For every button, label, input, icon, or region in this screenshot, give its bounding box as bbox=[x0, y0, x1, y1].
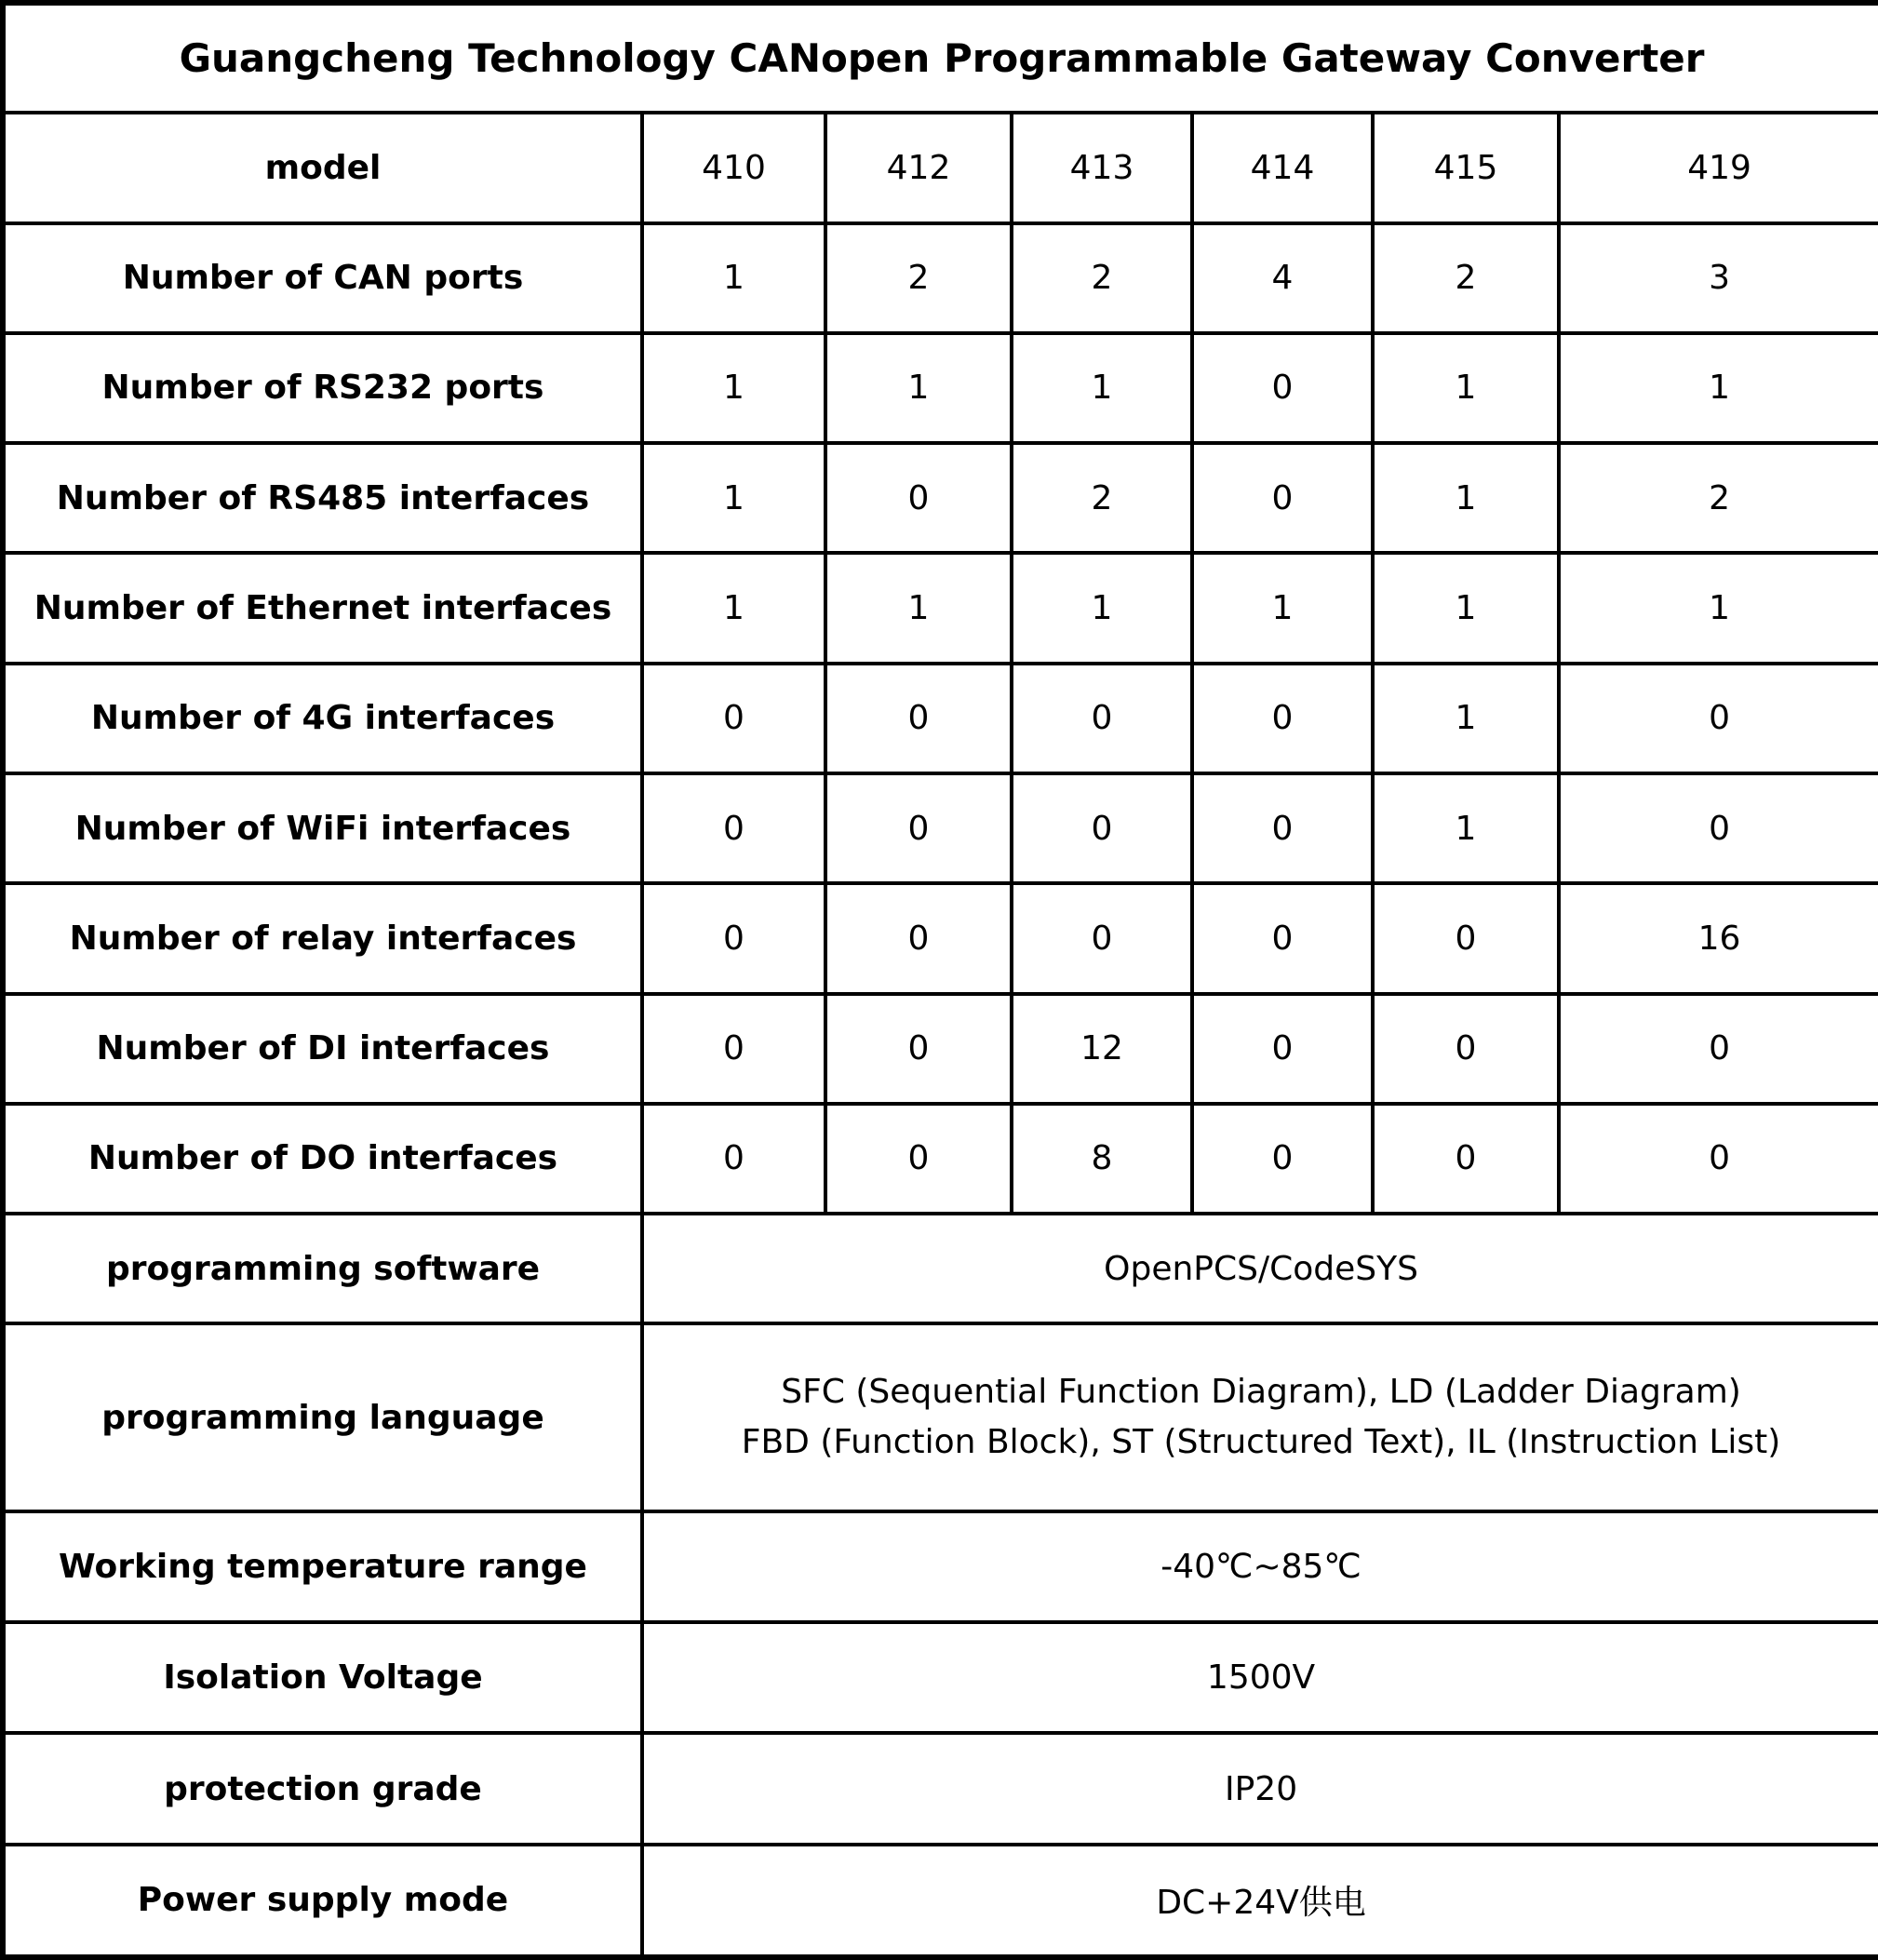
programming-language-value bbox=[642, 1323, 1878, 1510]
table-row-isolation-voltage bbox=[3, 1622, 1878, 1733]
spec-cell: 0 bbox=[825, 994, 1012, 1104]
model-419-header: 419 bbox=[1559, 113, 1878, 222]
spec-cell: 16 bbox=[1559, 883, 1878, 993]
protection-grade-value: IP20 bbox=[642, 1733, 1878, 1844]
table-row-di-interfaces bbox=[3, 994, 1878, 1104]
spec-cell: 0 bbox=[825, 883, 1012, 993]
table-row-rs232-ports bbox=[3, 333, 1878, 443]
spec-cell: 2 bbox=[1373, 223, 1559, 333]
spec-cell: 0 bbox=[1192, 443, 1373, 553]
row-label-power-supply-mode: Power supply mode bbox=[3, 1845, 642, 1957]
spec-cell: 1 bbox=[1559, 333, 1878, 443]
spec-cell: 0 bbox=[825, 664, 1012, 773]
table-row-wifi-interfaces bbox=[3, 773, 1878, 883]
spec-cell: 0 bbox=[1559, 1104, 1878, 1214]
table-row-can-ports bbox=[3, 223, 1878, 333]
row-label-protection-grade: protection grade bbox=[3, 1733, 642, 1844]
table-row-working-temperature-range bbox=[3, 1511, 1878, 1622]
spec-cell: 2 bbox=[825, 223, 1012, 333]
spec-cell: 1 bbox=[1012, 553, 1192, 663]
spec-cell: 2 bbox=[1012, 223, 1192, 333]
isolation-voltage-value: 1500V bbox=[642, 1622, 1878, 1733]
spec-cell: 0 bbox=[1559, 773, 1878, 883]
row-label-isolation-voltage: Isolation Voltage bbox=[3, 1622, 642, 1733]
power-supply-mode-value: DC+24V供电 bbox=[642, 1845, 1878, 1957]
spec-cell: 0 bbox=[1559, 664, 1878, 773]
spec-cell: 0 bbox=[1192, 1104, 1373, 1214]
row-label-ethernet-interfaces: Number of Ethernet interfaces bbox=[3, 553, 642, 663]
table-row-programming-language bbox=[3, 1323, 1878, 1510]
programming-software-value: OpenPCS/CodeSYS bbox=[642, 1214, 1878, 1323]
row-label-rs485-interfaces: Number of RS485 interfaces bbox=[3, 443, 642, 553]
table-row-protection-grade bbox=[3, 1733, 1878, 1844]
table-row-4g-interfaces bbox=[3, 664, 1878, 773]
title-row bbox=[3, 3, 1878, 113]
programming-language-line2: FBD (Function Block), ST (Structured Text), IL (Instruction List) bbox=[741, 1423, 1781, 1462]
page-title: Guangcheng Technology CANopen Programmable Gateway Converter bbox=[3, 3, 1878, 113]
spec-cell: 0 bbox=[1192, 333, 1373, 443]
programming-language-line1: SFC (Sequential Function Diagram), LD (Ladder Diagram) bbox=[781, 1373, 1741, 1412]
spec-cell: 0 bbox=[1012, 664, 1192, 773]
working-temperature-range-value: -40℃~85℃ bbox=[642, 1511, 1878, 1622]
spec-cell: 1 bbox=[1373, 553, 1559, 663]
spec-cell: 0 bbox=[1373, 1104, 1559, 1214]
model-414-header: 414 bbox=[1192, 113, 1373, 222]
spec-cell: 0 bbox=[1012, 883, 1192, 993]
spec-cell: 1 bbox=[642, 223, 825, 333]
table-row-ethernet-interfaces bbox=[3, 553, 1878, 663]
spec-cell: 1 bbox=[1373, 443, 1559, 553]
table-row-do-interfaces bbox=[3, 1104, 1878, 1214]
model-410-header: 410 bbox=[642, 113, 825, 222]
spec-cell: 1 bbox=[1373, 333, 1559, 443]
spec-cell: 0 bbox=[1192, 994, 1373, 1104]
spec-cell: 0 bbox=[642, 883, 825, 993]
spec-cell: 0 bbox=[1559, 994, 1878, 1104]
row-label-wifi-interfaces: Number of WiFi interfaces bbox=[3, 773, 642, 883]
table-row-relay-interfaces bbox=[3, 883, 1878, 993]
spec-cell: 0 bbox=[825, 773, 1012, 883]
spec-cell: 1 bbox=[642, 443, 825, 553]
spec-cell: 4 bbox=[1192, 223, 1373, 333]
row-label-programming-language: programming language bbox=[3, 1323, 642, 1510]
row-label-do-interfaces: Number of DO interfaces bbox=[3, 1104, 642, 1214]
spec-cell: 0 bbox=[642, 664, 825, 773]
spec-cell: 1 bbox=[825, 553, 1012, 663]
spec-cell: 0 bbox=[825, 1104, 1012, 1214]
model-header-row bbox=[3, 113, 1878, 222]
model-412-header: 412 bbox=[825, 113, 1012, 222]
spec-cell: 1 bbox=[1559, 553, 1878, 663]
spec-cell: 2 bbox=[1559, 443, 1878, 553]
spec-cell: 0 bbox=[1373, 883, 1559, 993]
spec-cell: 1 bbox=[825, 333, 1012, 443]
table-row-programming-software bbox=[3, 1214, 1878, 1323]
spec-cell: 0 bbox=[1373, 994, 1559, 1104]
spec-cell: 0 bbox=[1012, 773, 1192, 883]
spec-cell: 8 bbox=[1012, 1104, 1192, 1214]
spec-cell: 0 bbox=[825, 443, 1012, 553]
spec-cell: 0 bbox=[642, 1104, 825, 1214]
spec-cell: 1 bbox=[642, 553, 825, 663]
spec-cell: 1 bbox=[1012, 333, 1192, 443]
row-label-4g-interfaces: Number of 4G interfaces bbox=[3, 664, 642, 773]
row-label-can-ports: Number of CAN ports bbox=[3, 223, 642, 333]
row-label-relay-interfaces: Number of relay interfaces bbox=[3, 883, 642, 993]
row-label-programming-software: programming software bbox=[3, 1214, 642, 1323]
model-415-header: 415 bbox=[1373, 113, 1559, 222]
row-label-working-temperature-range: Working temperature range bbox=[3, 1511, 642, 1622]
table-row-power-supply-mode bbox=[3, 1845, 1878, 1957]
spec-cell: 0 bbox=[1192, 664, 1373, 773]
spec-cell: 12 bbox=[1012, 994, 1192, 1104]
row-label-di-interfaces: Number of DI interfaces bbox=[3, 994, 642, 1104]
row-label-rs232-ports: Number of RS232 ports bbox=[3, 333, 642, 443]
spec-cell: 1 bbox=[1373, 773, 1559, 883]
model-413-header: 413 bbox=[1012, 113, 1192, 222]
row-label-model: model bbox=[3, 113, 642, 222]
spec-cell: 1 bbox=[1192, 553, 1373, 663]
spec-cell: 1 bbox=[642, 333, 825, 443]
spec-cell: 1 bbox=[1373, 664, 1559, 773]
spec-cell: 2 bbox=[1012, 443, 1192, 553]
spec-cell: 0 bbox=[642, 994, 825, 1104]
spec-cell: 3 bbox=[1559, 223, 1878, 333]
table-row-rs485-interfaces bbox=[3, 443, 1878, 553]
spec-cell: 0 bbox=[1192, 883, 1373, 993]
spec-cell: 0 bbox=[1192, 773, 1373, 883]
spec-cell: 0 bbox=[642, 773, 825, 883]
